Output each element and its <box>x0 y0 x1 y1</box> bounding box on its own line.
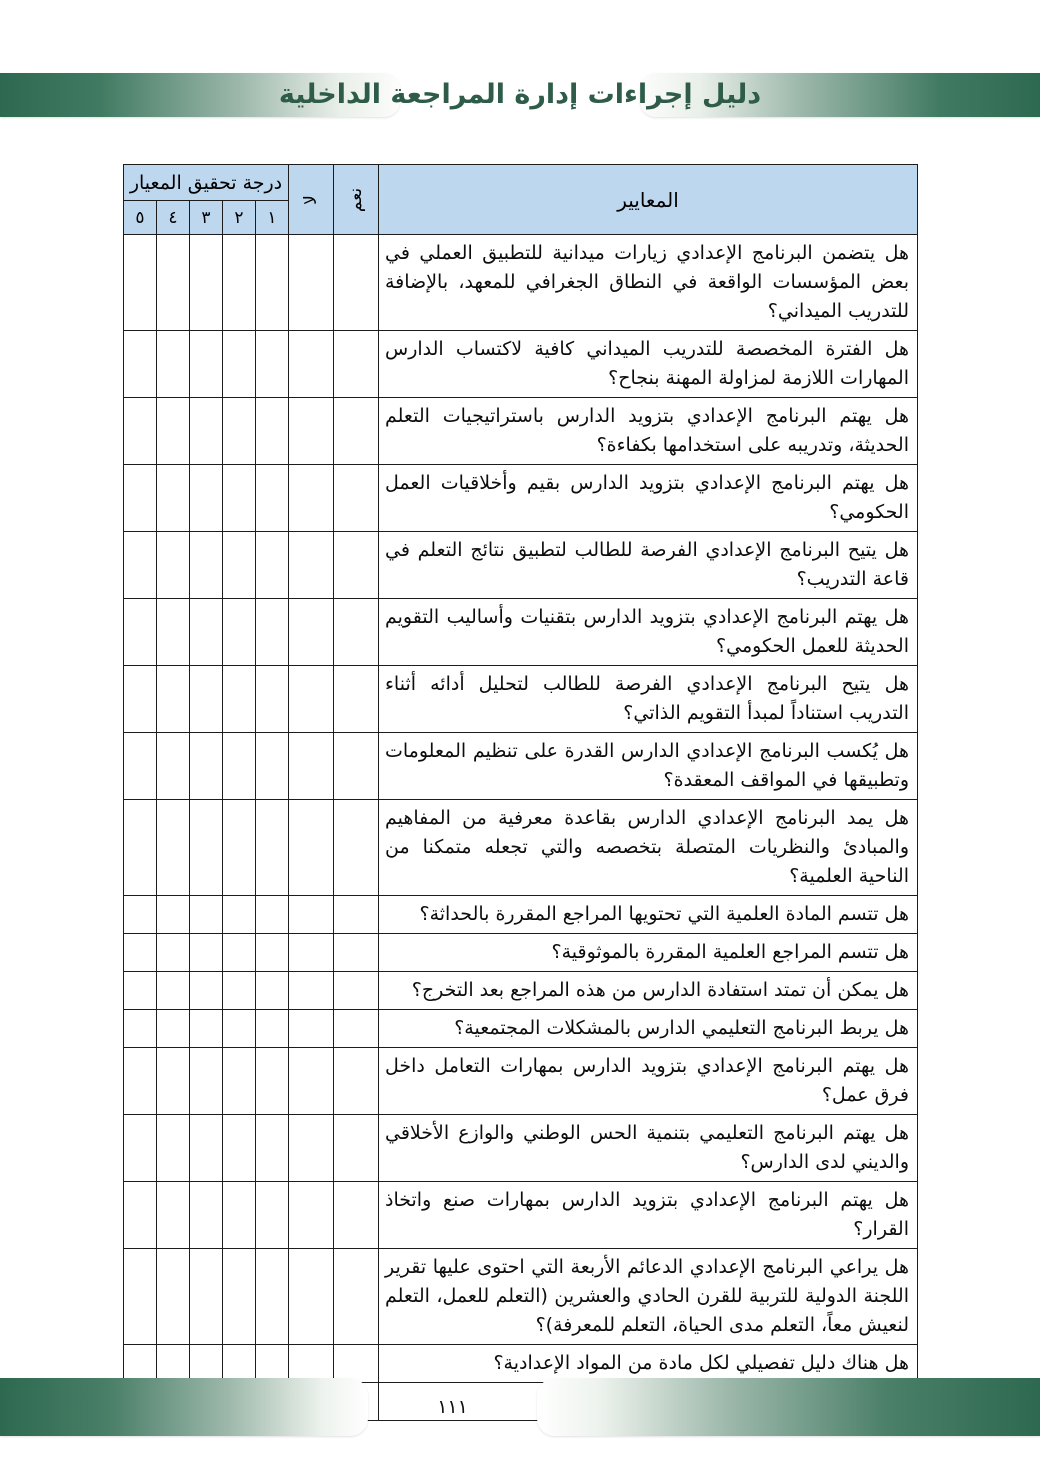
degree-1-cell <box>256 465 289 532</box>
yes-cell <box>334 331 379 398</box>
page-header <box>0 73 1040 117</box>
degree-4-cell <box>157 666 190 733</box>
degree-4-cell <box>157 599 190 666</box>
degree-2-cell <box>223 733 256 800</box>
degree-3-cell <box>190 1249 223 1345</box>
degree-4-cell <box>157 235 190 331</box>
criteria-text: هل يهتم البرنامج الإعدادي بتزويد الدارس باستراتيجيات التعلم الحديثة، وتدريبه على استخدامها بكفاءة؟ <box>379 398 918 465</box>
yes-cell <box>334 398 379 465</box>
degree-5-cell <box>123 666 156 733</box>
criteria-row <box>123 666 917 733</box>
criteria-row <box>123 896 917 934</box>
criteria-row <box>123 1010 917 1048</box>
degree-5-cell <box>123 1249 156 1345</box>
degree-3-cell <box>190 800 223 896</box>
no-label: لا <box>300 194 321 205</box>
degree-4-cell <box>157 331 190 398</box>
degree-3-cell <box>190 1010 223 1048</box>
no-cell <box>289 800 334 896</box>
criteria-row <box>123 599 917 666</box>
criteria-text: هل يتضمن البرنامج الإعدادي زيارات ميدانية للتطبيق العملي في بعض المؤسسات الواقعة في النطاق الجغرافي للمعهد، بالإضافة للتدريب الميداني؟ <box>379 235 918 331</box>
yes-cell <box>334 896 379 934</box>
degree-5-cell <box>123 934 156 972</box>
criteria-row <box>123 1048 917 1115</box>
degree-5-header: ٥ <box>123 201 156 235</box>
degree-3-cell <box>190 934 223 972</box>
table-body <box>123 235 917 1421</box>
degree-5-cell <box>123 972 156 1010</box>
criteria-text: هل يهتم البرنامج الإعدادي بتزويد الدارس بمهارات صنع واتخاذ القرار؟ <box>379 1182 918 1249</box>
degree-2-cell <box>223 599 256 666</box>
degree-2-header: ٢ <box>223 201 256 235</box>
yes-cell <box>334 532 379 599</box>
degree-3-cell <box>190 599 223 666</box>
degree-4-cell <box>157 896 190 934</box>
criteria-row <box>123 235 917 331</box>
degree-4-cell <box>157 398 190 465</box>
criteria-text: هل تتسم المادة العلمية التي تحتويها المراجع المقررة بالحداثة؟ <box>379 896 918 934</box>
criteria-row <box>123 1115 917 1182</box>
criteria-text: هل يهتم البرنامج التعليمي بتنمية الحس الوطني والوازع الأخلاقي والديني لدى الدارس؟ <box>379 1115 918 1182</box>
degree-2-cell <box>223 1048 256 1115</box>
yes-cell <box>334 800 379 896</box>
page-title: دليل إجراءات إدارة المراجعة الداخلية <box>278 79 762 110</box>
criteria-text: هل هناك دليل تفصيلي لكل مادة من المواد الإعدادية؟ <box>379 1345 918 1383</box>
degree-4-cell <box>157 1345 190 1383</box>
footer-gradient-bar-left <box>0 1378 368 1436</box>
degree-2-cell <box>223 1345 256 1383</box>
degree-5-cell <box>123 599 156 666</box>
no-cell <box>289 733 334 800</box>
degree-5-cell <box>123 733 156 800</box>
criteria-row <box>123 800 917 896</box>
no-cell <box>289 599 334 666</box>
criteria-row <box>123 1249 917 1345</box>
degree-1-cell <box>256 1182 289 1249</box>
page-number: ١١١ <box>437 1396 468 1418</box>
degree-3-cell <box>190 1048 223 1115</box>
degree-4-cell <box>157 733 190 800</box>
degree-4-cell <box>157 934 190 972</box>
degree-5-cell <box>123 896 156 934</box>
yes-cell <box>334 934 379 972</box>
yes-cell <box>334 1182 379 1249</box>
degree-2-cell <box>223 972 256 1010</box>
no-cell <box>289 1010 334 1048</box>
degree-1-header: ١ <box>256 201 289 235</box>
yes-cell <box>334 465 379 532</box>
criteria-row <box>123 331 917 398</box>
no-cell <box>289 1048 334 1115</box>
degree-3-cell <box>190 733 223 800</box>
criteria-row <box>123 934 917 972</box>
degree-1-cell <box>256 1115 289 1182</box>
yes-cell <box>334 235 379 331</box>
column-header-yes <box>334 165 379 235</box>
degree-1-cell <box>256 1249 289 1345</box>
yes-cell <box>334 1249 379 1345</box>
criteria-text: هل يهتم البرنامج الإعدادي بتزويد الدارس بمهارات التعامل داخل فرق عمل؟ <box>379 1048 918 1115</box>
degree-3-cell <box>190 666 223 733</box>
no-cell <box>289 465 334 532</box>
degree-2-cell <box>223 398 256 465</box>
no-cell <box>289 972 334 1010</box>
degree-2-cell <box>223 934 256 972</box>
yes-cell <box>334 1048 379 1115</box>
criteria-row <box>123 1345 917 1383</box>
degree-5-cell <box>123 1115 156 1182</box>
degree-4-cell <box>157 1010 190 1048</box>
table-header <box>123 165 917 235</box>
no-cell <box>289 934 334 972</box>
degree-3-cell <box>190 465 223 532</box>
degree-3-cell <box>190 972 223 1010</box>
criteria-row <box>123 532 917 599</box>
column-header-degree-group: درجة تحقيق المعيار <box>123 165 288 201</box>
degree-1-cell <box>256 972 289 1010</box>
degree-5-cell <box>123 331 156 398</box>
criteria-text: هل تتسم المراجع العلمية المقررة بالموثوقية؟ <box>379 934 918 972</box>
degree-1-cell <box>256 235 289 331</box>
yes-cell <box>334 733 379 800</box>
table-header-row-1 <box>123 165 917 201</box>
degree-5-cell <box>123 1345 156 1383</box>
degree-4-cell <box>157 1249 190 1345</box>
criteria-row <box>123 972 917 1010</box>
degree-5-cell <box>123 1048 156 1115</box>
degree-2-cell <box>223 1182 256 1249</box>
degree-1-cell <box>256 800 289 896</box>
no-cell <box>289 398 334 465</box>
degree-5-cell <box>123 1010 156 1048</box>
degree-1-cell <box>256 398 289 465</box>
criteria-text: هل يربط البرنامج التعليمي الدارس بالمشكلات المجتمعية؟ <box>379 1010 918 1048</box>
degree-3-cell <box>190 896 223 934</box>
degree-1-cell <box>256 1345 289 1383</box>
degree-2-cell <box>223 331 256 398</box>
degree-4-cell <box>157 1182 190 1249</box>
degree-1-cell <box>256 666 289 733</box>
degree-5-cell <box>123 465 156 532</box>
degree-3-cell <box>190 331 223 398</box>
degree-3-cell <box>190 532 223 599</box>
criteria-text: هل يمد البرنامج الإعدادي الدارس بقاعدة معرفية من المفاهيم والمبادئ والنظريات المتصلة بتخصصه والتي تجعله متمكنا من الناحية العلمية؟ <box>379 800 918 896</box>
degree-3-cell <box>190 235 223 331</box>
degree-2-cell <box>223 235 256 331</box>
degree-3-cell <box>190 1345 223 1383</box>
no-cell <box>289 532 334 599</box>
criteria-row <box>123 733 917 800</box>
degree-1-cell <box>256 1010 289 1048</box>
yes-cell <box>334 1115 379 1182</box>
no-cell <box>289 331 334 398</box>
criteria-table <box>123 164 918 1421</box>
degree-1-cell <box>256 733 289 800</box>
criteria-text: هل يراعي البرنامج الإعدادي الدعائم الأربعة التي احتوى عليها تقرير اللجنة الدولية للتربية للقرن الحادي والعشرين (التعلم للعمل، التعلم لنعيش معاً، التعلم مدى الحياة، التعلم للمعرفة)؟ <box>379 1249 918 1345</box>
no-cell <box>289 666 334 733</box>
degree-2-cell <box>223 666 256 733</box>
criteria-row <box>123 398 917 465</box>
degree-3-header: ٣ <box>190 201 223 235</box>
criteria-text: هل يتيح البرنامج الإعدادي الفرصة للطالب لتحليل أدائه أثناء التدريب استناداً لمبدأ التقويم الذاتي؟ <box>379 666 918 733</box>
degree-3-cell <box>190 1182 223 1249</box>
degree-5-cell <box>123 1182 156 1249</box>
criteria-text: هل الفترة المخصصة للتدريب الميداني كافية لاكتساب الدارس المهارات اللازمة لمزاولة المهنة بنجاح؟ <box>379 331 918 398</box>
degree-1-cell <box>256 599 289 666</box>
degree-2-cell <box>223 532 256 599</box>
degree-2-cell <box>223 1249 256 1345</box>
degree-4-cell <box>157 972 190 1010</box>
degree-1-cell <box>256 532 289 599</box>
criteria-text: هل يتيح البرنامج الإعدادي الفرصة للطالب لتطبيق نتائج التعلم في قاعة التدريب؟ <box>379 532 918 599</box>
yes-cell <box>334 666 379 733</box>
criteria-text: هل يُكسب البرنامج الإعدادي الدارس القدرة على تنظيم المعلومات وتطبيقها في المواقف المعقدة؟ <box>379 733 918 800</box>
degree-1-cell <box>256 896 289 934</box>
degree-2-cell <box>223 465 256 532</box>
yes-cell <box>334 972 379 1010</box>
criteria-row <box>123 1182 917 1249</box>
degree-4-header: ٤ <box>157 201 190 235</box>
criteria-text: هل يهتم البرنامج الإعدادي بتزويد الدارس بتقنيات وأساليب التقويم الحديثة للعمل الحكومي؟ <box>379 599 918 666</box>
degree-1-cell <box>256 331 289 398</box>
yes-cell <box>334 599 379 666</box>
no-cell <box>289 1115 334 1182</box>
no-cell <box>289 1345 334 1383</box>
degree-4-cell <box>157 800 190 896</box>
degree-3-cell <box>190 398 223 465</box>
criteria-text: هل يهتم البرنامج الإعدادي بتزويد الدارس بقيم وأخلاقيات العمل الحكومي؟ <box>379 465 918 532</box>
degree-1-cell <box>256 1048 289 1115</box>
criteria-text: هل يمكن أن تمتد استفادة الدارس من هذه المراجع بعد التخرج؟ <box>379 972 918 1010</box>
no-cell <box>289 1182 334 1249</box>
degree-3-cell <box>190 1115 223 1182</box>
criteria-row <box>123 465 917 532</box>
no-cell <box>289 896 334 934</box>
column-header-no <box>289 165 334 235</box>
degree-5-cell <box>123 235 156 331</box>
column-header-criteria: المعايير <box>379 165 918 235</box>
degree-2-cell <box>223 1010 256 1048</box>
degree-4-cell <box>157 1048 190 1115</box>
degree-2-cell <box>223 800 256 896</box>
yes-cell <box>334 1345 379 1383</box>
degree-5-cell <box>123 800 156 896</box>
degree-5-cell <box>123 532 156 599</box>
degree-2-cell <box>223 1115 256 1182</box>
footer-gradient-bar-right <box>537 1378 1040 1436</box>
no-cell <box>289 1249 334 1345</box>
degree-5-cell <box>123 398 156 465</box>
no-cell <box>289 235 334 331</box>
degree-1-cell <box>256 934 289 972</box>
degree-2-cell <box>223 896 256 934</box>
yes-cell <box>334 1010 379 1048</box>
degree-4-cell <box>157 532 190 599</box>
degree-4-cell <box>157 465 190 532</box>
yes-label: نعم <box>346 187 366 212</box>
degree-4-cell <box>157 1115 190 1182</box>
